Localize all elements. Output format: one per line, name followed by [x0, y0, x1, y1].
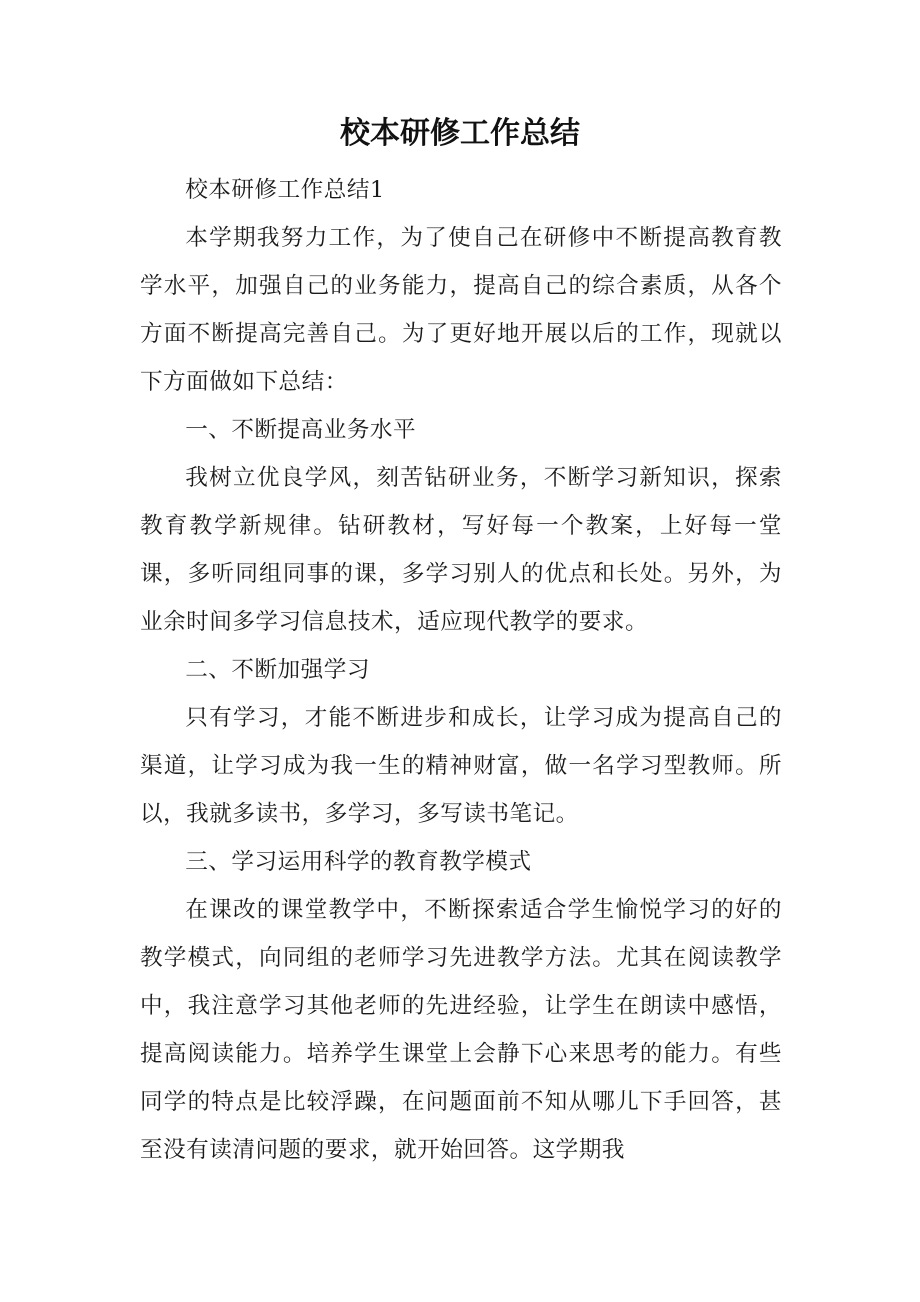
paragraph-section-2: 只有学习，才能不断进步和成长，让学习成为提高自己的渠道，让学习成为我一生的精神财富，做一名学习型教师。所以，我就多读书，多学习，多写读书笔记。 — [140, 705, 782, 827]
paragraph-section-3: 在课改的课堂教学中，不断探索适合学生愉悦学习的好的教学模式，向同组的老师学习先进教学方法。尤其在阅读教学中，我注意学习其他老师的先进经验，让学生在朗读中感悟，提高阅读能力。培养学生课堂上会静下心来思考的能力。有些同学的特点是比较浮躁，在问题面前不知从哪儿下手回答，甚至没有读清问题的要求，就开始回答。这学期我 — [140, 897, 782, 1163]
paragraph-subtitle: 校本研修工作总结1 — [185, 177, 385, 203]
section-heading-3: 三、学习运用科学的教育教学模式 — [185, 849, 532, 875]
document-title: 校本研修工作总结 — [340, 116, 580, 151]
section-heading-1: 一、不断提高业务水平 — [185, 417, 417, 443]
document-body — [140, 166, 782, 1174]
paragraph-section-1: 我树立优良学风，刻苦钻研业务，不断学习新知识，探索教育教学新规律。钻研教材，写好每一个教案，上好每一堂课，多听同组同事的课，多学习别人的优点和长处。另外，为业余时间多学习信息技术，适应现代教学的要求。 — [140, 465, 782, 635]
paragraph-intro: 本学期我努力工作，为了使自己在研修中不断提高教育教学水平，加强自己的业务能力，提高自己的综合素质，从各个方面不断提高完善自己。为了更好地开展以后的工作，现就以下方面做如下总结： — [140, 225, 782, 395]
section-heading-2: 二、不断加强学习 — [185, 657, 370, 683]
